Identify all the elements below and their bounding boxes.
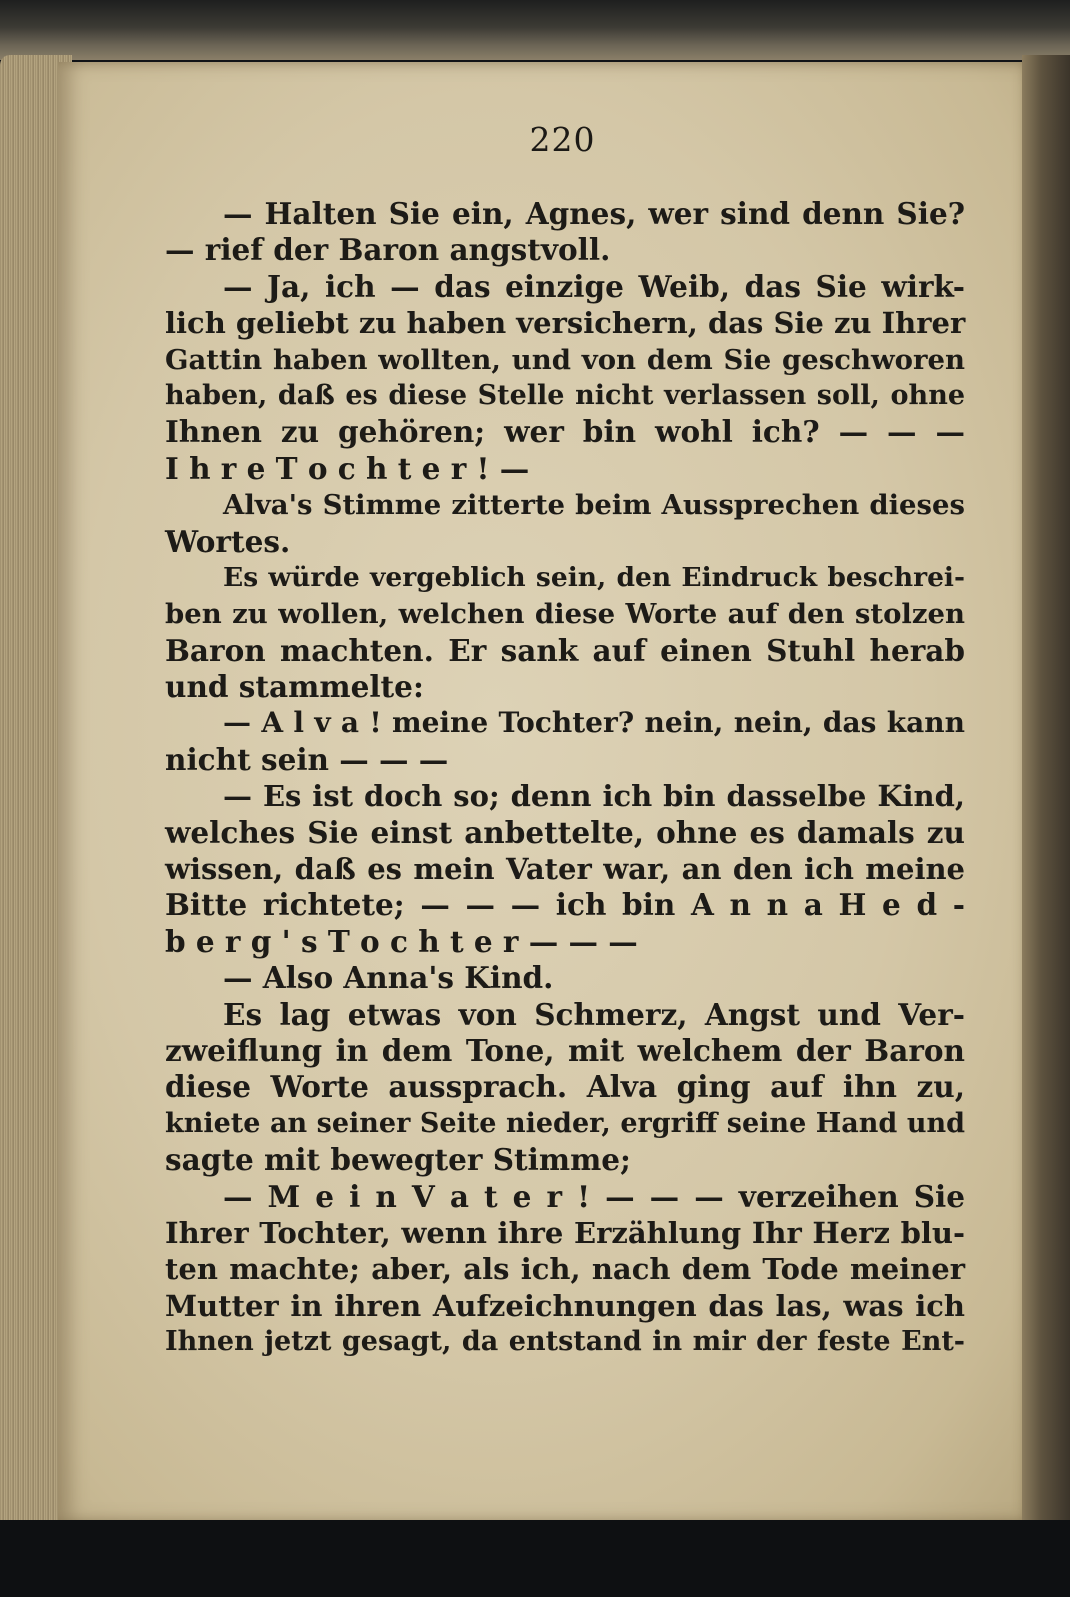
text-line: Mutter in ihren Aufzeichnungen das las, was ich <box>165 1288 965 1323</box>
text-line: ben zu wollen, welchen diese Worte auf den stolzen <box>165 598 965 631</box>
text-line: wissen, daß es mein Vater war, an den ich meine <box>165 852 965 887</box>
text-line: — rief der Baron angstvoll. <box>165 232 611 268</box>
text-line: — Es ist doch so; denn ich bin dasselbe Kind, <box>223 779 965 814</box>
book-gutter <box>1022 55 1070 1525</box>
text-line: diese Worte aussprach. Alva ging auf ihn zu, <box>165 1069 965 1105</box>
text-line: Es lag etwas von Schmerz, Angst und Ver- <box>223 996 965 1032</box>
text-line: Ihrer Tochter, wenn ihre Erzählung Ihr Herz blu- <box>165 1215 965 1250</box>
text-line: Bitte richtete; — — — ich bin A n n a H e d - <box>165 887 965 923</box>
text-line: Es würde vergeblich sein, den Eindruck beschrei- <box>223 561 965 593</box>
text-line: — Ja, ich — das einzige Weib, das Sie wirk- <box>223 268 965 304</box>
text-line: — A l v a ! meine Tochter? nein, nein, das kann <box>223 706 965 740</box>
text-line: lich geliebt zu haben versichern, das Sie zu Ihrer <box>165 306 966 341</box>
book-binding-top <box>0 0 1070 60</box>
text-line: — Halten Sie ein, Agnes, wer sind denn Sie? <box>223 196 965 231</box>
text-line: zweiflung in dem Tone, mit welchem der Baron <box>165 1032 965 1068</box>
text-line: — Also Anna's Kind. <box>223 960 554 996</box>
text-line: Wortes. <box>165 523 291 559</box>
text-line: und stammelte: <box>165 669 424 705</box>
text-line: Ihnen jetzt gesagt, da entstand in mir der feste Ent- <box>165 1326 965 1358</box>
text-line: nicht sein — — — <box>165 741 449 777</box>
text-line: Baron machten. Er sank auf einen Stuhl herab <box>165 632 965 668</box>
text-line: kniete an seiner Seite nieder, ergriff seine Hand und <box>165 1107 965 1139</box>
text-line: b e r g ' s T o c h t e r — — — <box>165 923 638 959</box>
text-line: Alva's Stimme zitterte beim Aussprechen dieses <box>223 489 965 522</box>
text-line: welches Sie einst anbettelte, ohne es damals zu <box>165 814 965 850</box>
text-line: haben, daß es diese Stelle nicht verlassen soll, ohne <box>165 379 965 411</box>
text-line: sagte mit bewegter Stimme; <box>165 1142 631 1178</box>
page-number: 220 <box>529 120 596 159</box>
body-text <box>165 196 965 1361</box>
text-line: I h r e T o c h t e r ! — <box>165 450 530 486</box>
text-line: Gattin haben wollten, und von dem Sie geschworen <box>165 343 965 376</box>
text-line: ten machte; aber, als ich, nach dem Tode meiner <box>165 1252 965 1287</box>
background-bottom <box>0 1520 1070 1597</box>
text-line: Ihnen zu gehören; wer bin wohl ich? — — — <box>165 414 965 450</box>
text-line: — M e i n V a t e r ! — — — verzeihen Sie <box>223 1178 965 1214</box>
